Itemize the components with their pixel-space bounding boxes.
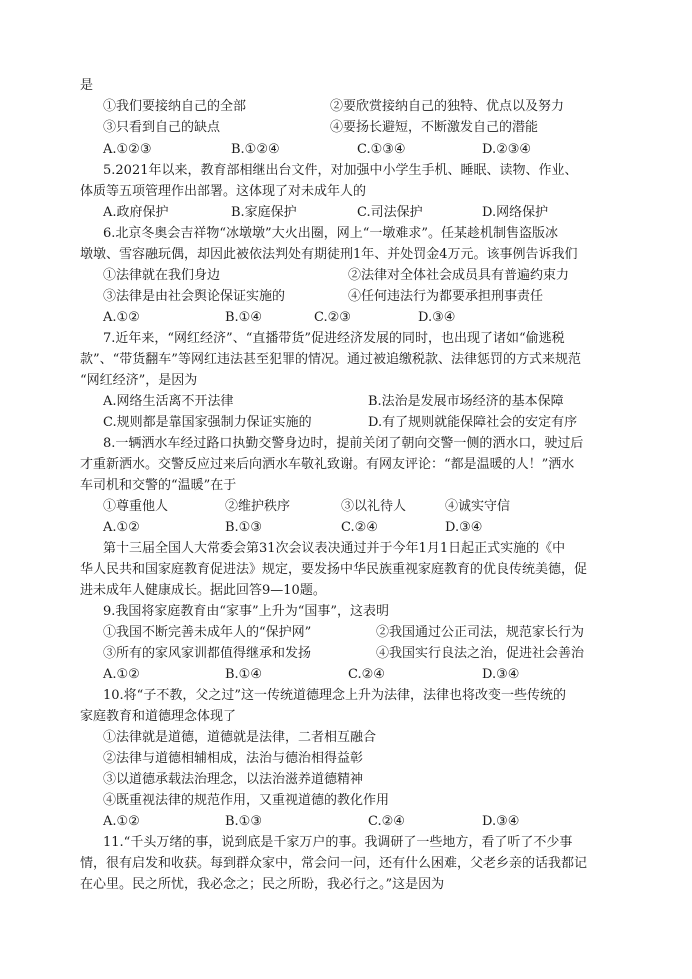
option-4: ④我国实行良法之治，促进社会善治: [376, 646, 585, 661]
answer-d: D.③④: [445, 520, 483, 535]
question-10: 10.将“子不教，父之过”这一传统道德理念上升为法律，法律也将改变一些传统的: [103, 688, 566, 703]
answer-b: B.①④: [225, 667, 262, 682]
answer-a: A.①②③: [103, 142, 152, 157]
option-1: ①法律就是道德，道德就是法律，二者相互融合: [103, 730, 377, 745]
text-line: “网红经济”，是因为: [80, 373, 198, 388]
answer-c: C.规则都是靠国家强制力保证实施的: [103, 415, 312, 430]
answer-d: D.③④: [418, 310, 456, 325]
option-4: ④诚实守信: [445, 499, 511, 514]
answer-b: B.法治是发展市场经济的基本保障: [368, 394, 564, 409]
text-line: 在心里。民之所忧，我必念之；民之所盼，我必行之。”这是因为: [80, 877, 445, 892]
answer-a: A.①②: [103, 520, 140, 535]
answer-a: A.①②: [103, 814, 140, 829]
answer-a: A.网络生活离不开法律: [103, 394, 234, 409]
option-2: ②我国通过公正司法，规范家长行为: [376, 625, 585, 640]
text-line: 车司机和交警的“温暖”在于: [80, 478, 237, 493]
question-9: 9.我国将家庭教育由“家事”上升为“国事”，这表明: [103, 604, 389, 619]
answer-a: A.①②: [103, 667, 140, 682]
option-4: ④要扬长避短，不断激发自己的潜能: [330, 120, 539, 135]
question-8: 8.一辆洒水车经过路口执勤交警身边时，提前关闭了朝向交警一侧的洒水口，驶过后: [103, 436, 584, 451]
answer-b: B.①③: [225, 520, 262, 535]
answer-c: C.司法保护: [357, 205, 423, 220]
answer-b: B.①②④: [231, 142, 280, 157]
answer-b: B.①③: [225, 814, 262, 829]
text-line: 墩墩、雪容融玩偶，却因此被依法判处有期徒刑1年、并处罚金4万元。该事例告诉我们: [80, 247, 578, 262]
text-line: 是: [80, 78, 94, 93]
text-line: 华人民共和国家庭教育促进法》规定，要发扬中华民族重视家庭教育的优良传统美德，促: [80, 562, 588, 577]
option-4: ④既重视法律的规范作用，又重视道德的教化作用: [103, 793, 390, 808]
text-line: 家庭教育和道德理念体现了: [80, 709, 237, 724]
answer-c: C.②④: [368, 814, 405, 829]
question-6: 6.北京冬奥会吉祥物“冰墩墩”大火出圈，网上“一墩难求”。任某趁机制售盗版冰: [103, 226, 558, 241]
text-line: 情，很有启发和收获。每到群众家中，常会问一问，还有什么困难，父老乡亲的话我都记: [80, 856, 588, 871]
option-2: ②要欣赏接纳自己的独特、优点以及努力: [330, 99, 565, 114]
text-line: 体质等五项管理作出部署。这体现了对未成年人的: [80, 184, 367, 199]
answer-c: C.②④: [348, 667, 385, 682]
option-3: ③法律是由社会舆论保证实施的: [103, 289, 286, 304]
option-3: ③以道德承载法治理念，以法治滋养道德精神: [103, 772, 364, 787]
option-1: ①法律就在我们身边: [103, 268, 221, 283]
answer-b: B.①④: [225, 310, 262, 325]
answer-d: D.网络保护: [482, 205, 549, 220]
option-2: ②维护秩序: [225, 499, 291, 514]
answer-a: A.政府保护: [103, 205, 169, 220]
option-3: ③所有的家风家训都值得继承和发扬: [103, 646, 312, 661]
answer-c: C.②④: [341, 520, 378, 535]
option-1: ①我国不断完善未成年人的“保护网”: [103, 625, 312, 640]
answer-d: D.③④: [482, 667, 520, 682]
answer-c: C.①③④: [357, 142, 406, 157]
text-line: 进未成年人健康成长。据此回答9—10题。: [80, 583, 326, 598]
answer-b: B.家庭保护: [231, 205, 297, 220]
option-1: ①我们要接纳自己的全部: [103, 99, 247, 114]
answer-d: D.有了规则就能保障社会的安定有序: [368, 415, 578, 430]
option-2: ②法律与道德相辅相成，法治与德治相得益彰: [103, 751, 364, 766]
question-5: 5.2021年以来，教育部相继出台文件，对加强中小学生手机、睡眠、读物、作业、: [103, 163, 578, 178]
text-line: 才重新洒水。交警反应过来后向洒水车敬礼致谢。有网友评论：“都是温暖的人！”洒水: [80, 457, 575, 472]
answer-a: A.①②: [103, 310, 140, 325]
question-7: 7.近年来，“网红经济”、“直播带货”促进经济发展的同时，也出现了诸如“偷逃税: [103, 331, 565, 346]
option-1: ①尊重他人: [103, 499, 169, 514]
passage-intro: 第十三届全国人大常委会第31次会议表决通过并于今年1月1日起正式实施的《中: [103, 541, 566, 556]
answer-d: D.③④: [482, 814, 520, 829]
option-3: ③只看到自己的缺点: [103, 120, 221, 135]
answer-c: C.②③: [314, 310, 351, 325]
question-11: 11.“千头万绪的事，说到底是千家万户的事。我调研了一些地方，看了听了不少事: [103, 835, 573, 850]
option-3: ③以礼待人: [341, 499, 407, 514]
answer-d: D.②③④: [482, 142, 532, 157]
option-4: ④任何违法行为都要承担刑事责任: [348, 289, 544, 304]
option-2: ②法律对全体社会成员具有普遍约束力: [348, 268, 570, 283]
text-line: 款”、“带货翻车”等网红违法甚至犯罪的情况。通过被追缴税款、法律惩罚的方式来规范: [80, 352, 581, 367]
